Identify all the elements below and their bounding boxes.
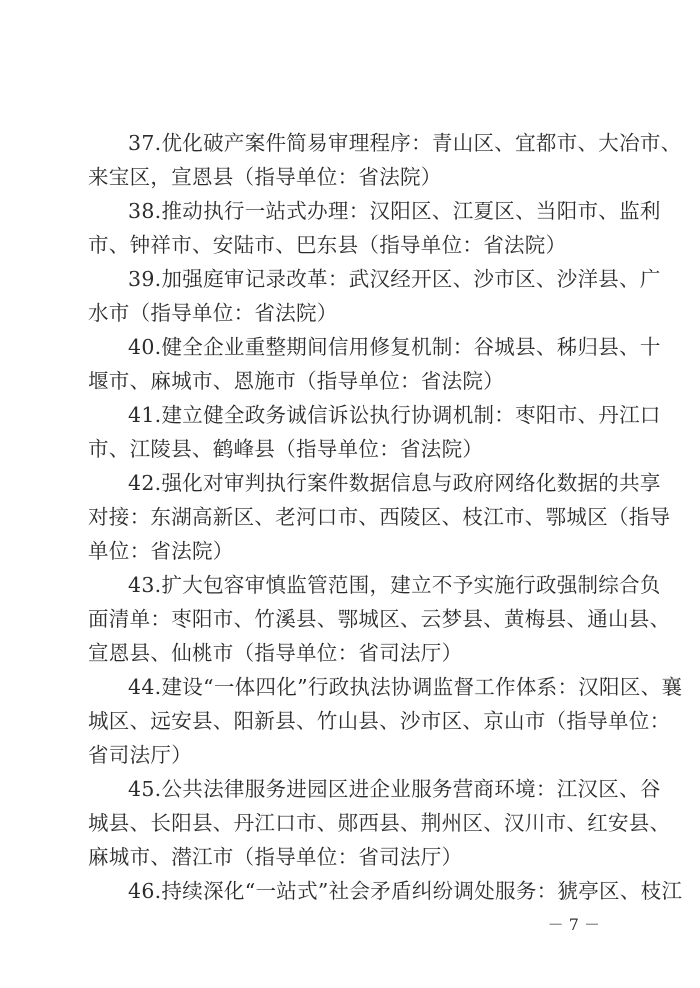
page-number: － 7 － xyxy=(547,915,600,934)
text-line-11: 42.强化对审判执行案件数据信息与政府网络化数据的共享 xyxy=(128,471,661,495)
text-line-19: 省司法厅） xyxy=(88,743,192,767)
text-line-2: 来宝区，宣恩县（指导单位：省法院） xyxy=(88,165,442,189)
text-line-16: 宣恩县、仙桃市（指导单位：省司法厅） xyxy=(88,641,463,665)
text-line-22: 麻城市、潜江市（指导单位：省司法厅） xyxy=(88,845,463,869)
text-line-3: 38.推动执行一站式办理：汉阳区、江夏区、当阳市、监利 xyxy=(128,199,661,223)
text-line-5: 39.加强庭审记录改革：武汉经开区、沙市区、沙洋县、广 xyxy=(128,267,661,291)
text-line-10: 市、江陵县、鹤峰县（指导单位：省法院） xyxy=(88,437,484,461)
text-line-1: 37.优化破产案件简易审理程序：青山区、宜都市、大冶市、 xyxy=(128,131,682,155)
text-line-20: 45.公共法律服务进园区进企业服务营商环境：江汉区、谷 xyxy=(128,777,661,801)
text-line-21: 城县、长阳县、丹江口市、郧西县、荆州区、汉川市、红安县、 xyxy=(88,811,671,835)
text-line-13: 单位：省法院） xyxy=(88,539,234,563)
text-line-14: 43.扩大包容审慎监管范围，建立不予实施行政强制综合负 xyxy=(128,573,661,597)
text-line-12: 对接：东湖高新区、老河口市、西陵区、枝江市、鄂城区（指导 xyxy=(88,505,671,529)
text-line-23: 46.持续深化“一站式”社会矛盾纠纷调处服务：猇亭区、枝江 xyxy=(128,879,683,903)
text-line-7: 40.健全企业重整期间信用修复机制：谷城县、秭归县、十 xyxy=(128,335,661,359)
text-line-8: 堰市、麻城市、恩施市（指导单位：省法院） xyxy=(88,369,504,393)
text-line-6: 水市（指导单位：省法院） xyxy=(88,301,338,325)
text-line-9: 41.建立健全政务诚信诉讼执行协调机制：枣阳市、丹江口 xyxy=(128,403,661,427)
text-line-4: 市、钟祥市、安陆市、巴东县（指导单位：省法院） xyxy=(88,233,567,257)
text-line-18: 城区、远安县、阳新县、竹山县、沙市区、京山市（指导单位： xyxy=(88,709,671,733)
text-line-17: 44.建设“一体四化”行政执法协调监督工作体系：汉阳区、襄 xyxy=(128,675,683,699)
text-line-15: 面清单：枣阳市、竹溪县、鄂城区、云梦县、黄梅县、通山县、 xyxy=(88,607,671,631)
